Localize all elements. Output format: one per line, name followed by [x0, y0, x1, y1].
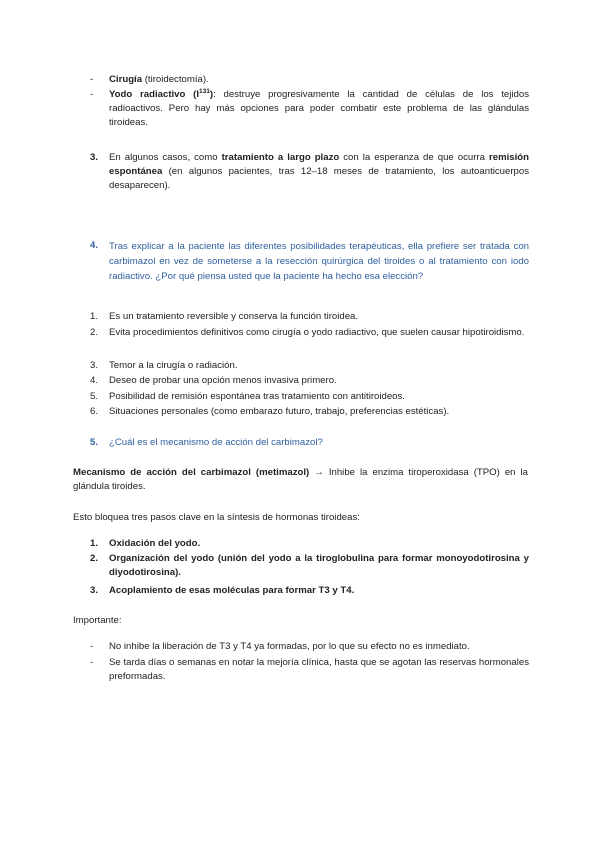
list-item-yodo-radiactivo: Yodo radiactivo $(I^{131})$: destruye progresivamente la cantidad de células de los tejidos radioactivos. Pero hay más opciones para poder combatir este problema de las glándulas tiroideas. [109, 88, 529, 128]
reason-item: Temor a la cirugía o radiación. [109, 360, 238, 371]
dash-marker: - [90, 74, 94, 85]
reason-item: Situaciones personales (como embarazo futuro, trabajo, preferencias estéticas). [109, 406, 450, 417]
list-number: 3. [90, 585, 99, 596]
item-3-paragraph: En algunos casos, como tratamiento a largo plazo con la esperanza de que ocurra remisión espontánea (en algunos pacientes, tras 12–18 meses de tratamiento, los autoanticuerpos desaparecen). [109, 152, 529, 191]
list-number: 6. [90, 406, 99, 417]
list-item-cirugia: Cirugía (tiroidectomía). [109, 74, 209, 85]
reason-item: Es un tratamiento reversible y conserva la función tiroidea. [109, 311, 359, 322]
list-number: 2. [90, 327, 99, 338]
important-item: Se tarda días o semanas en notar la mejoría clínica, hasta que se agotan las reservas hormonales preformadas. [109, 657, 529, 682]
dash-marker: - [90, 89, 94, 100]
mechanism-paragraph: Mecanismo de acción del carbimazol (metimazol) → Inhibe la enzima tiroperoxidasa (TPO) en la glándula tiroides. [73, 467, 528, 492]
blocks-intro: Esto bloquea tres pasos clave en la síntesis de hormonas tiroideas: [73, 512, 360, 523]
question-number: 4. [90, 240, 99, 251]
list-number: 4. [90, 375, 99, 386]
isotope-superscript: 131 [199, 88, 210, 95]
list-number: 2. [90, 553, 99, 564]
step-item: Organización del yodo (unión del yodo a la tiroglobulina para formar monoyodotirosina y diyodotirosina). [109, 553, 529, 578]
reason-item: Evita procedimientos definitivos como cirugía o yodo radiactivo, que suelen causar hipotiroidismo. [109, 327, 525, 338]
question-4-text: Tras explicar a la paciente las diferentes posibilidades terapéuticas, ella prefiere ser tratada con carbimazol en vez de someterse a la resección quirúrgica del tiroides o al tratamiento con iodo radiactivo. ¿Por qué piensa usted que la paciente ha hecho esa elección? [109, 241, 529, 282]
reason-item: Deseo de probar una opción menos invasiva primero. [109, 375, 337, 386]
dash-marker: - [90, 657, 94, 668]
list-number: 3. [90, 360, 99, 371]
step-item: Acoplamiento de esas moléculas para formar T3 y T4. [109, 585, 355, 596]
question-number: 5. [90, 437, 99, 448]
list-number: 1. [90, 538, 99, 549]
bold-term: Yodo radiactivo $(I^{131})$ [109, 88, 214, 100]
question-5-text: ¿Cuál es el mecanismo de acción del carbimazol? [109, 437, 323, 448]
important-item: No inhibe la liberación de T3 y T4 ya formadas, por lo que su efecto no es inmediato. [109, 641, 470, 652]
reason-item: Posibilidad de remisión espontánea tras tratamiento con antitiroideos. [109, 391, 405, 402]
dash-marker: - [90, 641, 94, 652]
list-number: 5. [90, 391, 99, 402]
list-number: 1. [90, 311, 99, 322]
item-number: 3. [90, 152, 99, 163]
important-label: Importante: [73, 615, 122, 626]
step-item: Oxidación del yodo. [109, 538, 201, 549]
bold-term: Cirugía [109, 74, 143, 85]
